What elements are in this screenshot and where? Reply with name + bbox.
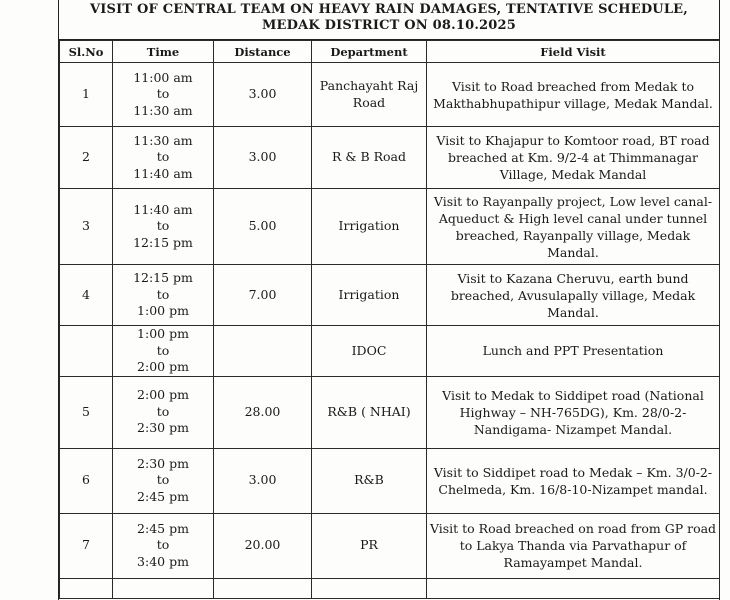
document-title bbox=[59, 0, 719, 40]
time-sep: to bbox=[156, 286, 170, 302]
cell-distance: 3.00 bbox=[214, 127, 312, 189]
table-row bbox=[60, 63, 720, 127]
time-start: 12:15 pm bbox=[133, 270, 193, 286]
header-slno: Sl.No bbox=[60, 41, 113, 63]
cell-slno: 1 bbox=[60, 63, 113, 127]
cell-slno: 2 bbox=[60, 127, 113, 189]
cell-field-visit: Visit to Khajapur to Komtoor road, BT road breached at Km. 9/2-4 at Thimmanagar Village, Medak Mandal bbox=[427, 127, 720, 189]
cell-distance: 20.00 bbox=[214, 513, 312, 578]
cell-distance: 7.00 bbox=[214, 265, 312, 326]
cell-department: R&B ( NHAI) bbox=[312, 376, 427, 448]
title-line-2: MEDAK DISTRICT ON 08.10.2025 bbox=[261, 18, 517, 33]
cell-department: R & B Road bbox=[312, 127, 427, 189]
header-field-visit: Field Visit bbox=[427, 41, 720, 63]
table-row bbox=[60, 513, 720, 578]
table-row bbox=[60, 448, 720, 513]
table-row bbox=[60, 189, 720, 265]
table-row-partial bbox=[60, 578, 720, 598]
table-row bbox=[60, 127, 720, 189]
time-end: 1:00 pm bbox=[137, 303, 189, 319]
cell-time bbox=[113, 265, 214, 326]
cell-field-visit: Visit to Medak to Siddipet road (National Highway – NH-765DG), Km. 28/0-2-Nandigama- Nizampet Mandal. bbox=[427, 376, 720, 448]
time-end: 2:30 pm bbox=[137, 420, 189, 436]
cell-slno bbox=[60, 326, 113, 377]
schedule-table bbox=[59, 40, 720, 599]
cell-slno: 7 bbox=[60, 513, 113, 578]
table-row bbox=[60, 326, 720, 377]
cell-distance bbox=[214, 326, 312, 377]
header-time: Time bbox=[113, 41, 214, 63]
time-start: 2:45 pm bbox=[137, 520, 189, 536]
cell-time bbox=[113, 513, 214, 578]
cell-department: Irrigation bbox=[312, 265, 427, 326]
cell-distance: 3.00 bbox=[214, 63, 312, 127]
cell-slno: 5 bbox=[60, 376, 113, 448]
cell-time bbox=[113, 448, 214, 513]
time-end: 3:40 pm bbox=[137, 553, 189, 569]
cell-slno: 4 bbox=[60, 265, 113, 326]
cell-distance bbox=[214, 578, 312, 598]
cell-field-visit bbox=[427, 578, 720, 598]
time-start: 11:00 am bbox=[133, 69, 193, 85]
cell-time bbox=[113, 127, 214, 189]
cell-slno bbox=[60, 578, 113, 598]
cell-time bbox=[113, 189, 214, 265]
time-sep: to bbox=[156, 149, 170, 165]
time-end: 2:00 pm bbox=[137, 359, 189, 374]
cell-field-visit: Visit to Road breached from Medak to Makthabhupathipur village, Medak Mandal. bbox=[427, 63, 720, 127]
cell-department: IDOC bbox=[312, 326, 427, 377]
cell-department: PR bbox=[312, 513, 427, 578]
header-distance: Distance bbox=[214, 41, 312, 63]
cell-field-visit: Visit to Rayanpally project, Low level canal-Aqueduct & High level canal under tunnel breached, Rayanpally village, Medak Mandal. bbox=[427, 189, 720, 265]
time-start: 1:00 pm bbox=[137, 326, 189, 341]
cell-department: Irrigation bbox=[312, 189, 427, 265]
cell-time bbox=[113, 326, 214, 377]
cell-slno: 6 bbox=[60, 448, 113, 513]
time-start: 2:00 pm bbox=[137, 387, 189, 403]
cell-slno: 3 bbox=[60, 189, 113, 265]
cell-distance: 28.00 bbox=[214, 376, 312, 448]
cell-distance: 3.00 bbox=[214, 448, 312, 513]
header-department: Department bbox=[312, 41, 427, 63]
time-start: 11:30 am bbox=[133, 132, 193, 148]
time-sep: to bbox=[156, 218, 170, 234]
cell-distance: 5.00 bbox=[214, 189, 312, 265]
cell-field-visit: Visit to Siddipet road to Medak – Km. 3/0-2- Chelmeda, Km. 16/8-10-Nizampet mandal. bbox=[427, 448, 720, 513]
time-sep: to bbox=[156, 86, 170, 102]
cell-department: R&B bbox=[312, 448, 427, 513]
cell-field-visit: Visit to Kazana Cheruvu, earth bund breached, Avusulapally village, Medak Mandal. bbox=[427, 265, 720, 326]
cell-field-visit: Lunch and PPT Presentation bbox=[427, 326, 720, 377]
time-sep: to bbox=[156, 403, 170, 419]
cell-department: Panchayaht Raj Road bbox=[312, 63, 427, 127]
table-row bbox=[60, 376, 720, 448]
cell-time bbox=[113, 63, 214, 127]
time-end: 12:15 pm bbox=[133, 234, 193, 250]
time-sep: to bbox=[156, 472, 170, 488]
time-start: 2:30 pm bbox=[137, 455, 189, 471]
time-end: 11:30 am bbox=[133, 102, 193, 118]
schedule-sheet bbox=[58, 0, 720, 600]
table-row bbox=[60, 265, 720, 326]
table-header-row bbox=[60, 41, 720, 63]
time-end: 2:45 pm bbox=[137, 488, 189, 504]
time-sep: to bbox=[156, 537, 170, 553]
time-sep: to bbox=[156, 342, 170, 358]
time-start: 11:40 am bbox=[133, 201, 193, 217]
cell-time bbox=[113, 578, 214, 598]
time-end: 11:40 am bbox=[133, 165, 193, 181]
cell-department bbox=[312, 578, 427, 598]
title-line-1: VISIT OF CENTRAL TEAM ON HEAVY RAIN DAMAGES, TENTATIVE SCHEDULE, bbox=[89, 2, 689, 17]
cell-field-visit: Visit to Road breached on road from GP road to Lakya Thanda via Parvathapur of Ramayampet Mandal. bbox=[427, 513, 720, 578]
cell-time bbox=[113, 376, 214, 448]
